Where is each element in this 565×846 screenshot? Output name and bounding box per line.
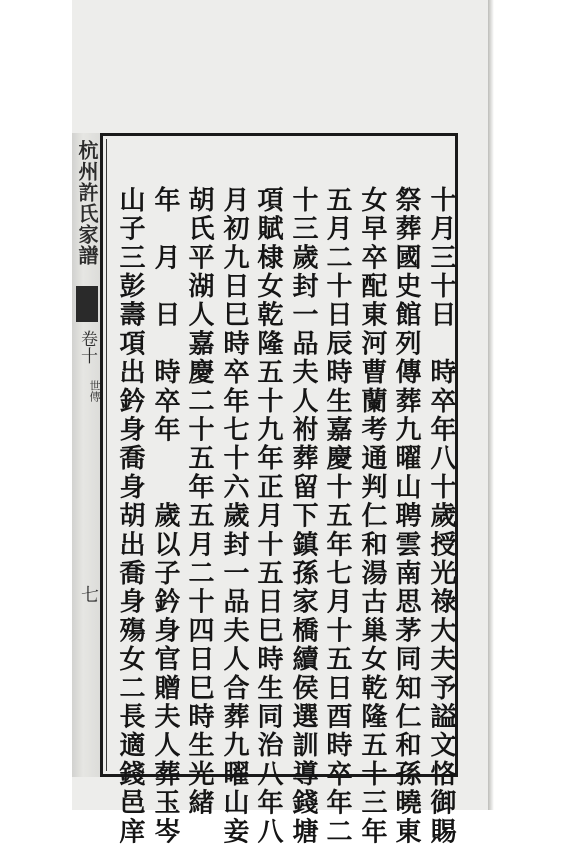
frame-inner-rule xyxy=(106,139,107,771)
text-column-9: 年 月 日 時卒年 歲以子鈐身官贈夫人葬玉岑 xyxy=(150,186,180,846)
margin-page-number: 七 xyxy=(78,585,99,603)
text-column-6: 項賦棣女乾隆五十九年正月十五日巳時生同治八年八 xyxy=(253,186,283,846)
text-column-10: 山子三彭壽項出鈐身喬身胡出喬身殤女二長適錢邑庠 xyxy=(115,186,145,846)
text-column-3: 女早卒配東河曹蘭考通判仁和湯古巢女乾隆五十三年 xyxy=(357,186,387,846)
margin-juan-label: 卷十 xyxy=(77,330,97,364)
margin-book-title: 杭州許氏家譜 xyxy=(75,140,99,266)
margin-fishtail-block xyxy=(76,286,98,322)
margin-section-label: 世傳 xyxy=(88,380,101,402)
text-column-1: 十月三十日 時卒年八十歲授光祿大夫予謚文恪御賜 xyxy=(426,186,456,846)
text-column-4: 五月二十日辰時生嘉慶十五年七月十五日酉時卒年二 xyxy=(322,186,352,846)
page-edge-shadow xyxy=(488,0,494,810)
text-column-2: 祭葬國史館列傳葬九曜山聘雲南思茅同知仁和孫曉東 xyxy=(391,186,421,846)
text-column-7: 月初九日巳時卒年七十六歲封一品夫人合葬九曜山妾 xyxy=(219,186,249,846)
text-column-8: 胡氏平湖人嘉慶二十五年五月二十四日巳時生光緒 xyxy=(184,186,214,818)
text-column-5: 十三歲封一品夫人祔葬留下鎮孫家橋續侯選訓導錢塘 xyxy=(288,186,318,846)
